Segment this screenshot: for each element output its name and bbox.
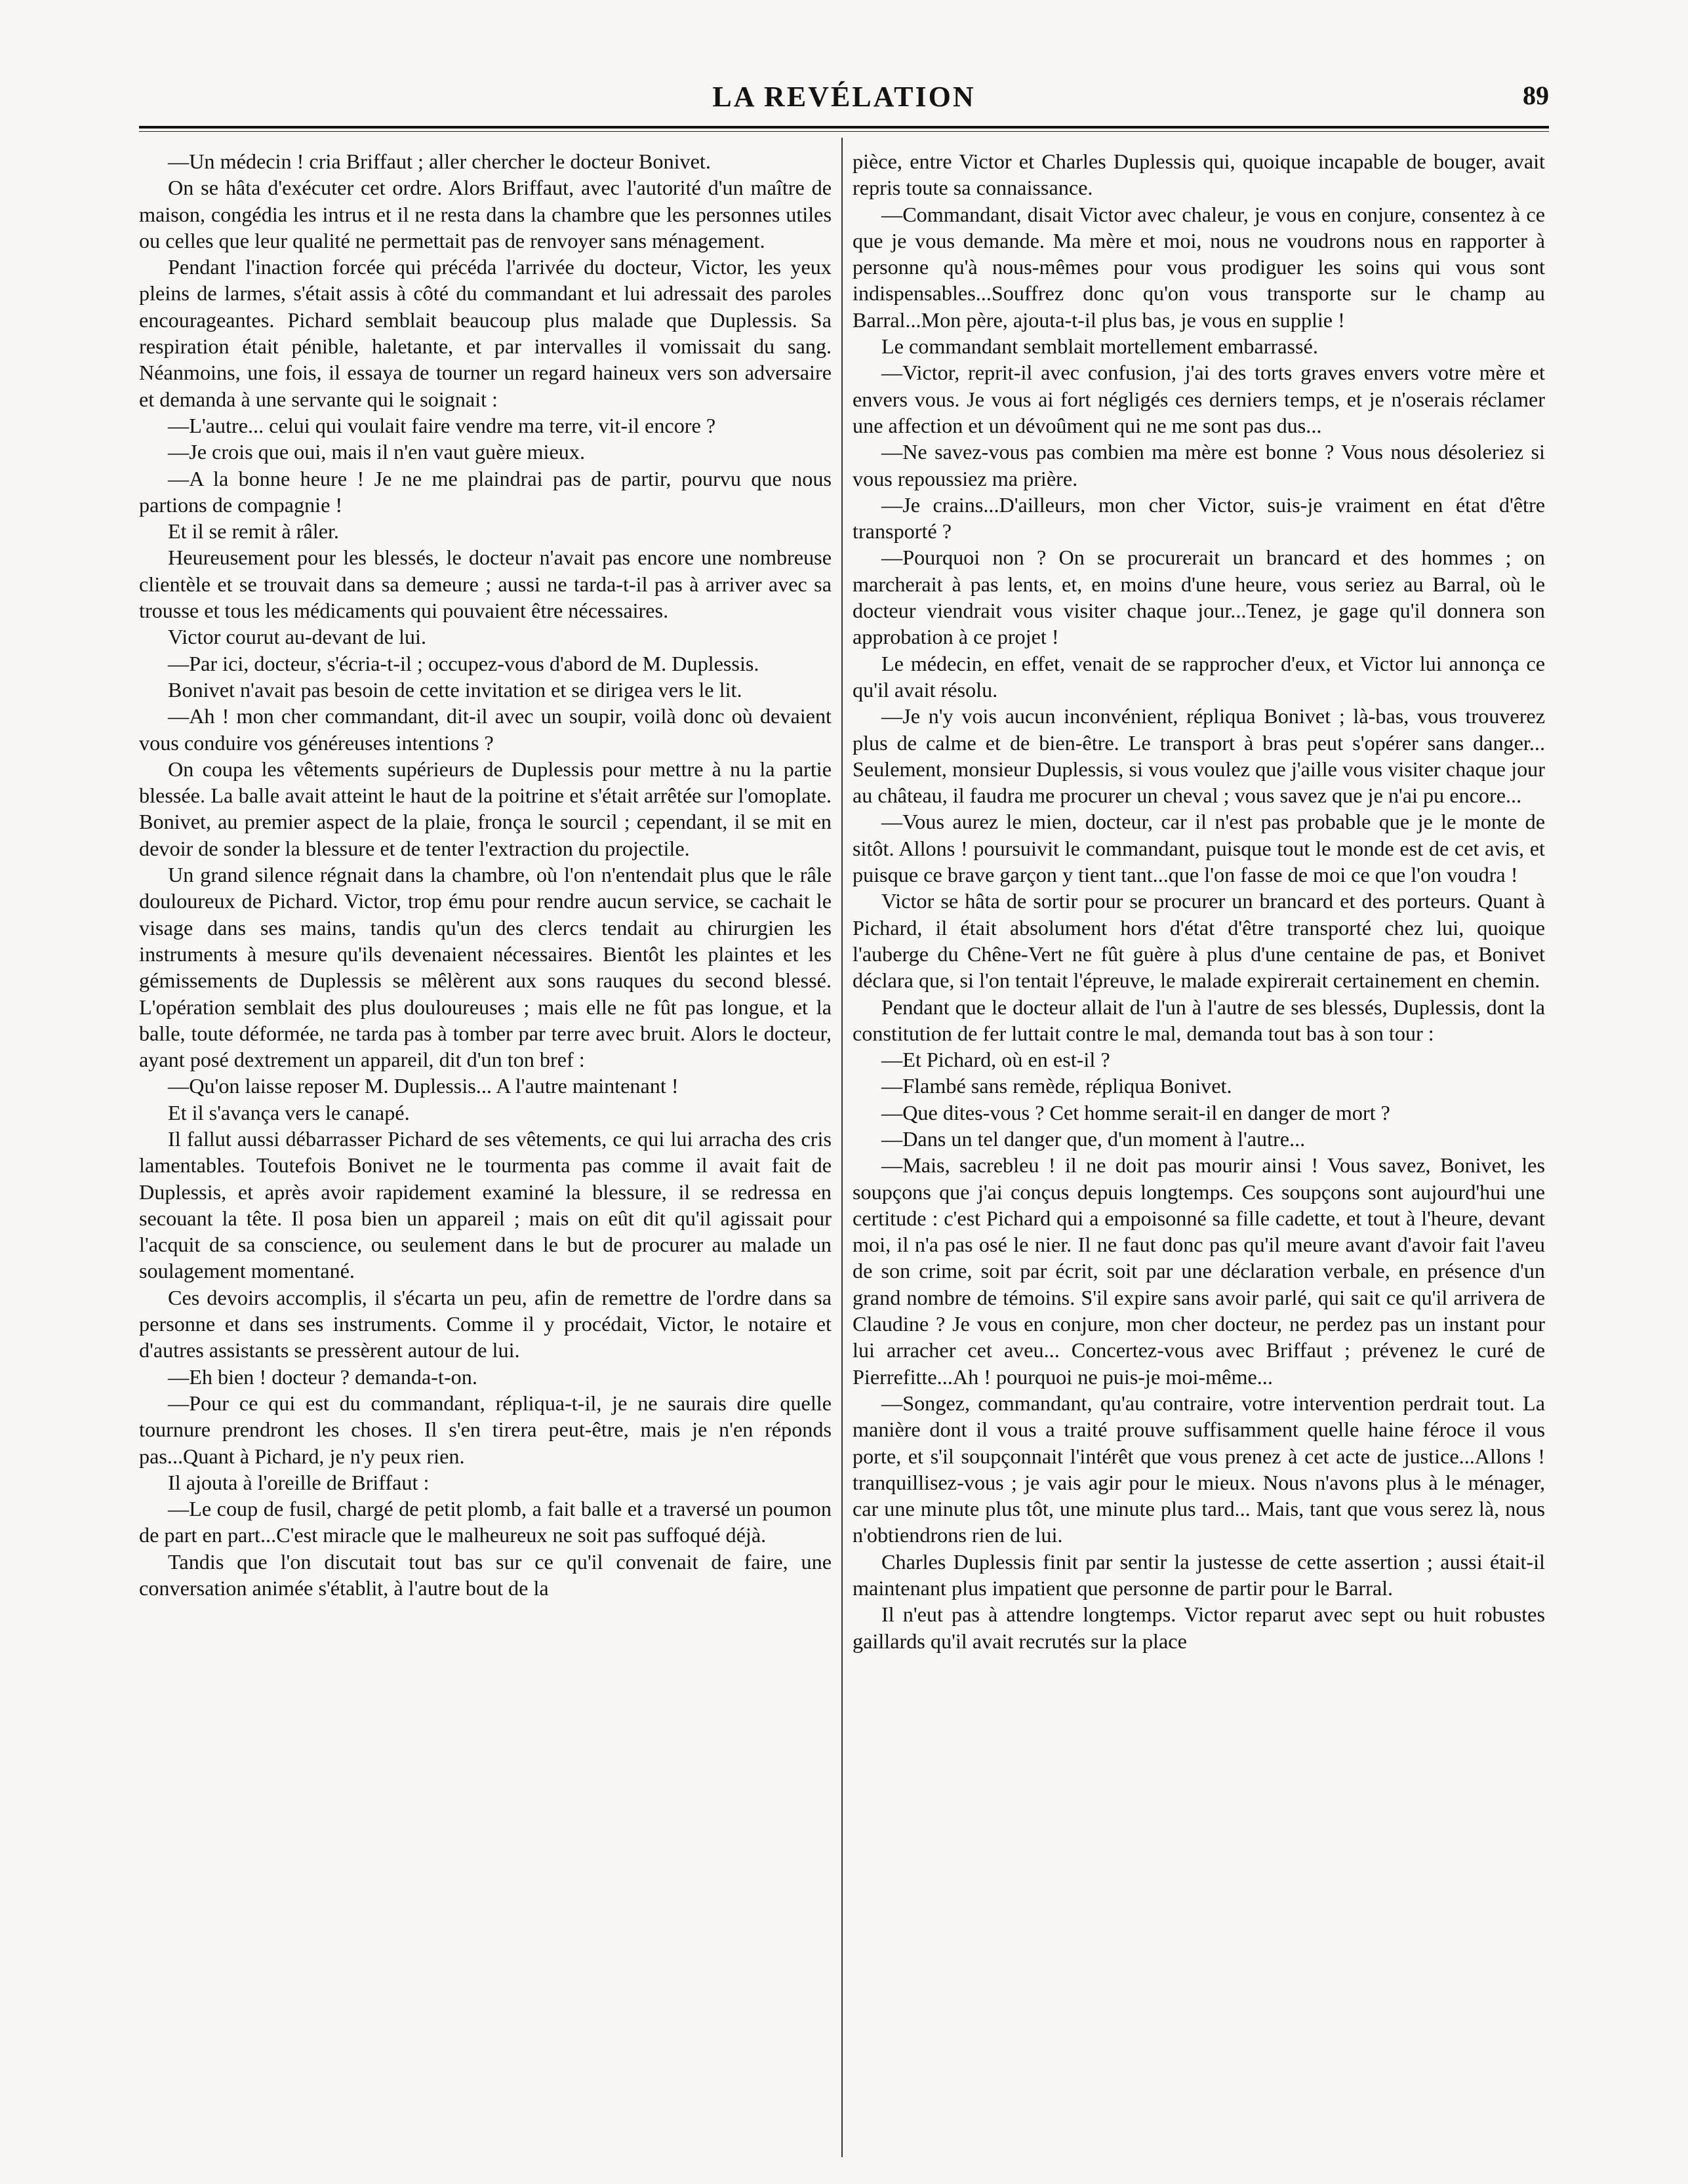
paragraph: —Commandant, disait Victor avec chaleur, je vous en conjure, consentez à ce que je vous demande. Ma mère et moi, nous ne voudrons nous en rapporter à personne qu'à nous-mêmes pour vous prodiguer les soins qui vous sont indispensables...Souffrez donc qu'on vous transporte sur le champ au Barral...Mon père, ajouta-t-il plus bas, je vous en supplie ! <box>853 202 1545 332</box>
paragraph: pièce, entre Victor et Charles Duplessis qui, quoique incapable de bouger, avait repris toute sa connaissance. <box>853 149 1545 200</box>
paragraph: —Que dites-vous ? Cet homme serait-il en danger de mort ? <box>881 1100 1390 1124</box>
paragraph: —L'autre... celui qui voulait faire vendre ma terre, vit-il encore ? <box>168 413 716 437</box>
paragraph: Il fallut aussi débarrasser Pichard de ses vêtements, ce qui lui arracha des cris lamentables. Toutefois Bonivet ne le tourmenta pas comme il avait fait de Duplessis, et après avoir rapidement examiné la blessure, il se redressa en secouant la tête. Il posa bien un appareil ; mais on eût dit qu'il agissait pour l'acquit de sa conscience, ou seulement dans le but de procurer au malade un soulagement momentané. <box>139 1126 832 1283</box>
paragraph: —Victor, reprit-il avec confusion, j'ai des torts graves envers votre mère et envers vous. Je vous ai fort négligés ces derniers temps, et je n'oserais réclamer une affection et un dévoûment qui ne me sont pas dus... <box>853 361 1545 437</box>
paragraph: —Je crois que oui, mais il n'en vaut guère mieux. <box>168 440 585 464</box>
paragraph: —Ne savez-vous pas combien ma mère est bonne ? Vous nous désoleriez si vous repoussiez ma prière. <box>853 440 1545 490</box>
paragraph: Pendant l'inaction forcée qui précéda l'arrivée du docteur, Victor, les yeux pleins de larmes, s'était assis à côté du commandant et lui adressait des paroles encourageantes. Pichard semblait beaucoup plus malade que Duplessis. Sa respiration était pénible, haletante, et par intervalles il vomissait du sang. Néanmoins, une fois, il essaya de tourner un regard haineux vers son adversaire et demanda à une servante qui le soignait : <box>139 255 832 411</box>
header-rule <box>139 126 1549 129</box>
paragraph: —Qu'on laisse reposer M. Duplessis... A l'autre maintenant ! <box>168 1074 679 1098</box>
paragraph: Pendant que le docteur allait de l'un à l'autre de ses blessés, Duplessis, dont la constitution de fer luttait contre le mal, demanda tout bas à son tour : <box>853 995 1545 1045</box>
page-number: 89 <box>1523 81 1549 110</box>
paragraph: —Flambé sans remède, répliqua Bonivet. <box>881 1074 1232 1098</box>
paragraph: Victor se hâta de sortir pour se procurer un brancard et des porteurs. Quant à Pichard, il était absolument hors d'état d'être transporté chez lui, quoique l'auberge du Chêne-Vert ne fût guère à plus d'une centaine de pas, et Bonivet déclara que, si l'on tentait l'épreuve, le malade expirerait certainement en chemin. <box>853 889 1545 993</box>
paragraph: Bonivet n'avait pas besoin de cette invitation et se dirigea vers le lit. <box>168 677 742 702</box>
paragraph: —Je n'y vois aucun inconvénient, répliqua Bonivet ; là-bas, vous trouverez plus de calme et de bien-être. Le transport à bras peut s'opérer sans danger... Seulement, monsieur Duplessis, si vous voulez que j'aille vous visiter chaque jour au château, il faudra me procurer un cheval ; vous savez que je n'ai pu encore... <box>853 704 1545 808</box>
paragraph: Un grand silence régnait dans la chambre, où l'on n'entendait plus que le râle douloureux de Pichard. Victor, trop ému pour rendre aucun service, se cachait le visage dans ses mains, tandis qu'un des clercs tendait au chirurgien les instruments à mesure qu'ils devenaient nécessaires. Bientôt les plaintes et les gémissements de Duplessis se mêlèrent aux sons rauques du second blessé. L'opération semblait des plus douloureuses ; mais elle ne fût pas longue, et la balle, toute déformée, ne tarda pas à tomber par terre avec bruit. Alors le docteur, ayant posé dextrement un appareil, dit d'un ton bref : <box>139 863 832 1072</box>
paragraph: —Et Pichard, où en est-il ? <box>881 1048 1110 1072</box>
paragraph: —Mais, sacrebleu ! il ne doit pas mourir ainsi ! Vous savez, Bonivet, les soupçons que j'ai conçus depuis longtemps. Ces soupçons sont aujourd'hui une certitude : c'est Pichard qui a empoisonné sa fille cadette, et tout à l'heure, devant moi, il n'a pas osé le nier. Il ne faut donc pas qu'il meure avant d'avoir fait l'aveu de son crime, soit par écrit, soit par une déclaration verbale, en présence d'un grand nombre de témoins. S'il expire sans avoir parlé, qui sait ce qu'il arrivera de Claudine ? Je vous en conjure, mon cher docteur, ne perdez pas un instant pour lui arracher cet aveu... Concertez-vous avec Briffaut ; prévenez le curé de Pierrefitte...Ah ! pourquoi ne puis-je moi-même... <box>853 1153 1545 1389</box>
paragraph: —Ah ! mon cher commandant, dit-il avec un soupir, voilà donc où devaient vous conduire vos généreuses intentions ? <box>139 704 832 755</box>
right-column <box>853 148 1545 2148</box>
paragraph: Il ajouta à l'oreille de Briffaut : <box>168 1470 430 1494</box>
paragraph: Victor courut au-devant de lui. <box>168 625 427 649</box>
paragraph: Et il se remit à râler. <box>168 519 339 544</box>
publication-title: LA REVÉLATION <box>712 81 976 113</box>
paragraph: Charles Duplessis finit par sentir la justesse de cette assertion ; aussi était-il maintenant plus impatient que personne de partir pour le Barral. <box>853 1549 1545 1600</box>
paragraph: —Pour ce qui est du commandant, répliqua-t-il, je ne saurais dire quelle tournure prendront les choses. Il s'en tirera peut-être, mais je n'en réponds pas...Quant à Pichard, je n'y peux rien. <box>139 1391 832 1468</box>
paragraph: —A la bonne heure ! Je ne me plaindrai pas de partir, pourvu que nous partions de compagnie ! <box>139 466 832 517</box>
paragraph: —Pourquoi non ? On se procurerait un brancard et des hommes ; on marcherait à pas lents, et, en moins d'une heure, vous seriez au Barral, où le docteur viendrait vous visiter chaque jour...Tenez, je gage qu'il donnera son approbation à ce projet ! <box>853 546 1545 649</box>
paragraph: —Un médecin ! cria Briffaut ; aller chercher le docteur Bonivet. <box>168 149 711 173</box>
paragraph: —Le coup de fusil, chargé de petit plomb, a fait balle et a traversé un poumon de part en part...C'est miracle que le malheureux ne soit pas suffoqué déjà. <box>139 1497 832 1547</box>
paragraph: —Dans un tel danger que, d'un moment à l'autre... <box>881 1126 1306 1151</box>
paragraph: Ces devoirs accomplis, il s'écarta un peu, afin de remettre de l'ordre dans sa personne et dans ses instruments. Comme il y procédait, Victor, le notaire et d'autres assistants se pressèrent autour de lui. <box>139 1285 832 1362</box>
paragraph: Heureusement pour les blessés, le docteur n'avait pas encore une nombreuse clientèle et se trouvait dans sa demeure ; aussi ne tarda-t-il pas à arriver avec sa trousse et tous les médicaments qui pouvaient être nécessaires. <box>139 546 832 623</box>
paragraph: —Vous aurez le mien, docteur, car il n'est pas probable que je le monte de sitôt. Allons ! poursuivit le commandant, puisque tout le monde est de cet avis, et puisque ce brave garçon y tient tant...que l'on fasse de moi ce que l'on voudra ! <box>853 810 1545 887</box>
paragraph: —Par ici, docteur, s'écria-t-il ; occupez-vous d'abord de M. Duplessis. <box>168 651 759 675</box>
paragraph: Le médecin, en effet, venait de se rapprocher d'eux, et Victor lui annonça ce qu'il avait résolu. <box>853 651 1545 702</box>
paragraph: On coupa les vêtements supérieurs de Duplessis pour mettre à nu la partie blessée. La balle avait atteint le haut de la poitrine et s'était arrêtée sur l'omoplate. Bonivet, au premier aspect de la plaie, fronça le sourcil ; cependant, il se mit en devoir de sonder la blessure et de tenter l'extraction du projectile. <box>139 757 832 860</box>
header-rule-thin <box>139 131 1549 132</box>
paragraph: Et il s'avança vers le canapé. <box>168 1100 410 1124</box>
page-header <box>139 77 1549 125</box>
paragraph: Il n'eut pas à attendre longtemps. Victor reparut avec sept ou huit robustes gaillards qu'il avait recrutés sur la place <box>853 1602 1545 1653</box>
paragraph: Le commandant semblait mortellement embarrassé. <box>881 334 1318 359</box>
left-column <box>139 148 832 2148</box>
paragraph: —Songez, commandant, qu'au contraire, votre intervention perdrait tout. La manière dont il vous a traité prouve suffisamment quelle haine féroce il vous porte, et s'il soupçonnait l'intérêt que vous prenez à cet acte de justice...Allons ! tranquillisez-vous ; je vais agir pour le mieux. Nous n'avons plus à le ménager, car une minute plus tôt, une minute plus tard... Mais, tant que vous serez là, nous n'obtiendrons rien de lui. <box>853 1391 1545 1547</box>
paragraph: —Eh bien ! docteur ? demanda-t-on. <box>168 1364 477 1389</box>
paragraph: On se hâta d'exécuter cet ordre. Alors Briffaut, avec l'autorité d'un maître de maison, congédia les intrus et il ne resta dans la chambre que les personnes utiles ou celles que leur qualité ne permettait pas de renvoyer sans ménagement. <box>139 176 832 252</box>
column-divider <box>841 138 843 2157</box>
paragraph: —Je crains...D'ailleurs, mon cher Victor, suis-je vraiment en état d'être transporté ? <box>853 492 1545 544</box>
paragraph: Tandis que l'on discutait tout bas sur ce qu'il convenait de faire, une conversation animée s'établit, à l'autre bout de la <box>139 1549 832 1600</box>
